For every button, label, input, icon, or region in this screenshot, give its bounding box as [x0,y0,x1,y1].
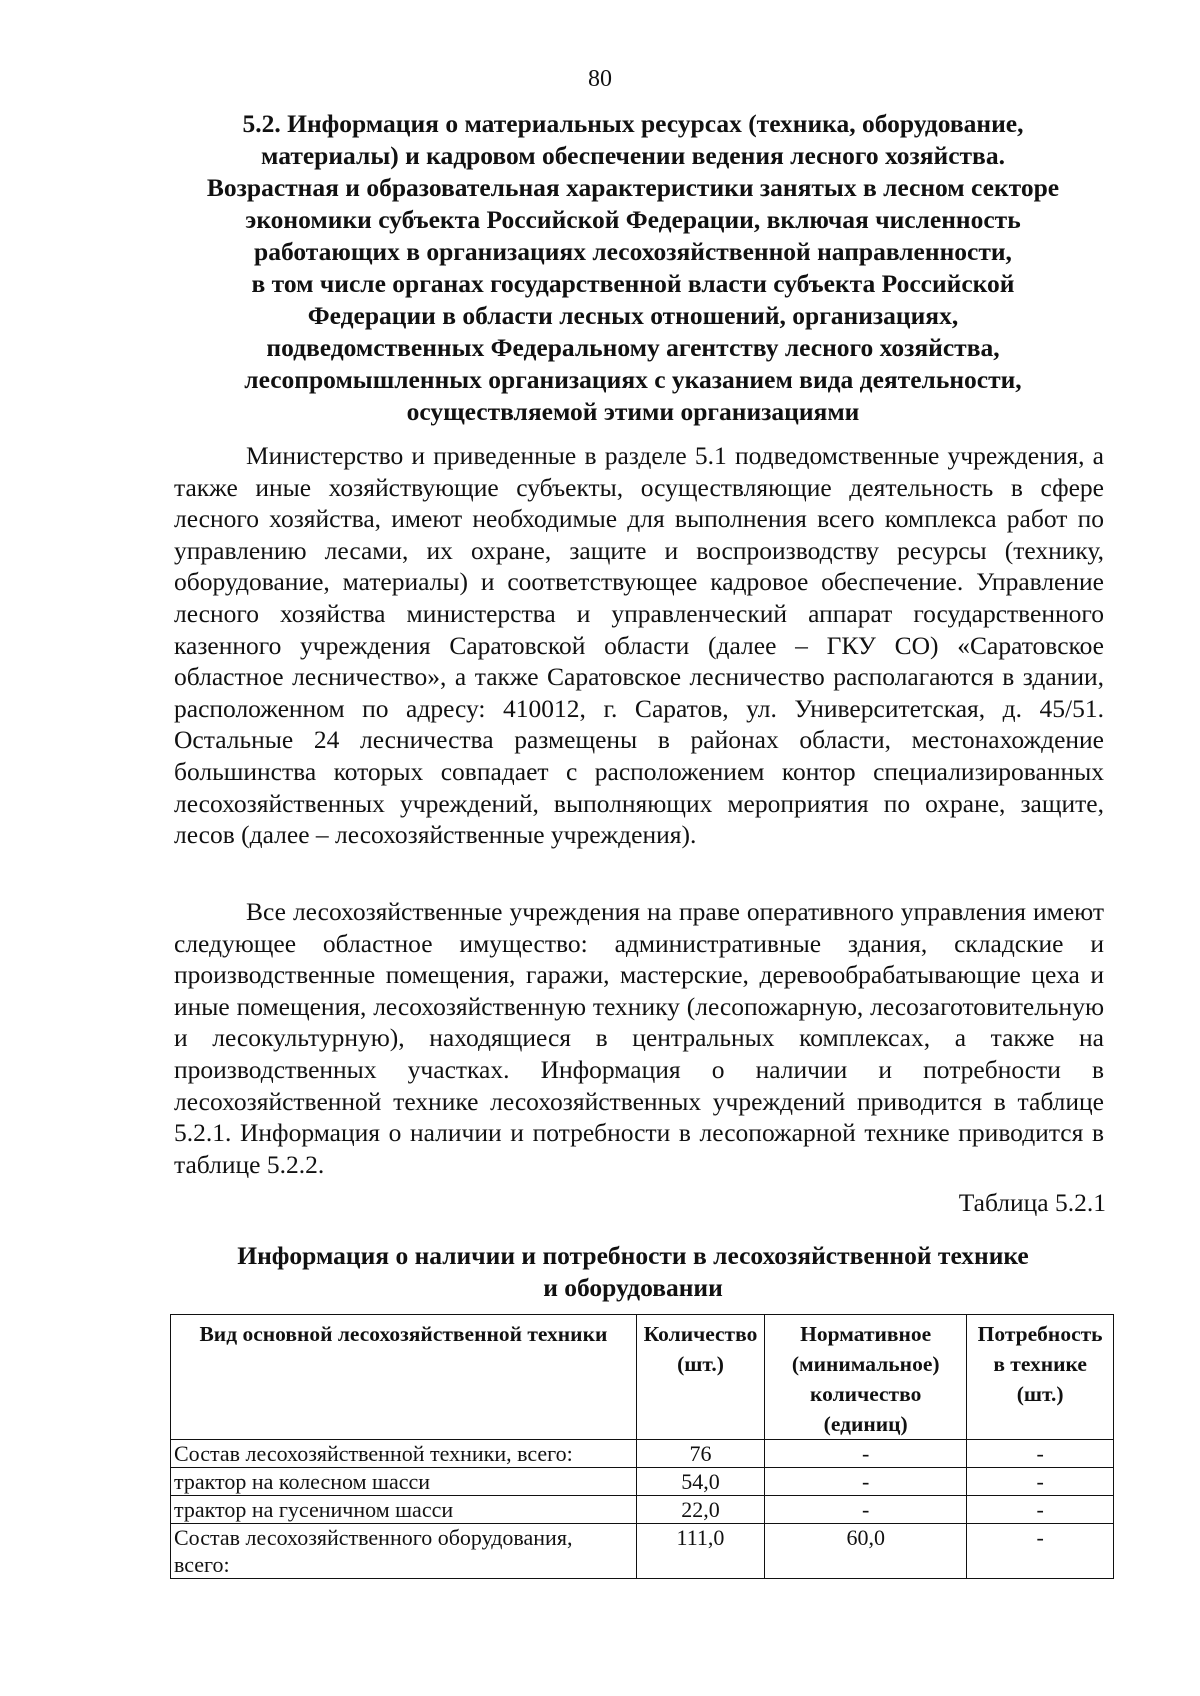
cell-equipment-type: Состав лесохозяйственной техники, всего: [171,1440,637,1468]
page-number: 80 [588,66,612,92]
header-need: Потребность в технике (шт.) [967,1315,1114,1440]
section-heading-line: материалы) и кадровом обеспечении ведения лесного хозяйства. [261,141,1005,170]
cell-need: - [967,1496,1114,1524]
cell-normative-quantity: - [765,1496,967,1524]
section-heading-line: работающих в организациях лесохозяйственной направленности, [254,237,1012,266]
cell-need: - [967,1468,1114,1496]
header-equipment-type: Вид основной лесохозяйственной техники [171,1315,637,1440]
cell-quantity: 76 [636,1440,764,1468]
section-heading [160,108,1106,428]
cell-quantity: 111,0 [636,1524,764,1579]
cell-quantity: 22,0 [636,1496,764,1524]
header-quantity: Количество (шт.) [636,1315,764,1440]
cell-equipment-type: трактор на колесном шасси [171,1468,637,1496]
section-heading-line: осуществляемой этими организациями [406,397,860,426]
table-title-line: и оборудовании [543,1273,723,1302]
table-title-line: Информация о наличии и потребности в лесохозяйственной технике [237,1241,1029,1270]
table-header-row [171,1315,1114,1440]
header-normative-quantity: Нормативное (минимальное) количество (единиц) [765,1315,967,1440]
cell-normative-quantity: - [765,1440,967,1468]
body-paragraph: Министерство и приведенные в разделе 5.1 подведомственные учреждения, а также иные хозяйствующие субъекты, осуществляющие деятельность в сфере лесного хозяйства, имеют необходимые для выполнения всего комплекса работ по управлению лесами, их охране, защите и воспроизводству ресурсы (технику, оборудование, материалы) и соответствующее кадровое обеспечение. Управление лесного хозяйства министерства и управленческий аппарат государственного казенного учреждения Саратовской области (далее – ГКУ СО) «Саратовское областное лесничество», а также Саратовское лесничество располагаются в здании, расположенном по адресу: 410012, г. Саратов, ул. Университетская, д. 45/51. Остальные 24 лесничества размещены в районах области, местонахождение большинства которых совпадает с расположением контор специализированных лесохозяйственных учреждений, выполняющих мероприятия по охране, защите, лесов (далее – лесохозяйственные учреждения). [174,441,1104,850]
table-row [171,1496,1114,1524]
cell-equipment-type: трактор на гусеничном шасси [171,1496,637,1524]
section-heading-line: подведомственных Федеральному агентству лесного хозяйства, [266,333,1000,362]
section-heading-line: экономики субъекта Российской Федерации, включая численность [245,205,1021,234]
section-heading-line: Возрастная и образовательная характеристики занятых в лесном секторе [206,173,1060,202]
table-caption: Таблица 5.2.1 [958,1188,1106,1217]
section-heading-line: в том числе органах государственной власти субъекта Российской [251,269,1015,298]
table-title [160,1240,1106,1304]
table-row [171,1524,1114,1579]
equipment-table [170,1314,1114,1579]
cell-normative-quantity: 60,0 [765,1524,967,1579]
cell-need: - [967,1524,1114,1579]
body-paragraph-block [174,896,1104,1180]
cell-quantity: 54,0 [636,1468,764,1496]
table-row [171,1468,1114,1496]
section-heading-line: лесопромышленных организациях с указанием вида деятельности, [244,365,1022,394]
section-heading-line: 5.2. Информация о материальных ресурсах (техника, оборудование, [242,109,1024,138]
section-heading-line: Федерации в области лесных отношений, организациях, [307,301,959,330]
table-row [171,1440,1114,1468]
body-paragraph: Все лесохозяйственные учреждения на праве оперативного управления имеют следующее областное имущество: административные здания, складские и производственные помещения, гаражи, мастерские, деревообрабатывающие цеха и иные помещения, лесохозяйственную технику (лесопожарную, лесозаготовительную и лесокультурную), находящиеся в центральных комплексах, а также на производственных участках. Информация о наличии и потребности в лесохозяйственной технике лесохозяйственных учреждений приводится в таблице 5.2.1. Информация о наличии и потребности в лесопожарной технике приводится в таблице 5.2.2. [174,897,1104,1179]
cell-normative-quantity: - [765,1468,967,1496]
body-paragraph-block [174,440,1104,851]
cell-need: - [967,1440,1114,1468]
cell-equipment-type: Состав лесохозяйственного оборудования, всего: [171,1524,637,1579]
